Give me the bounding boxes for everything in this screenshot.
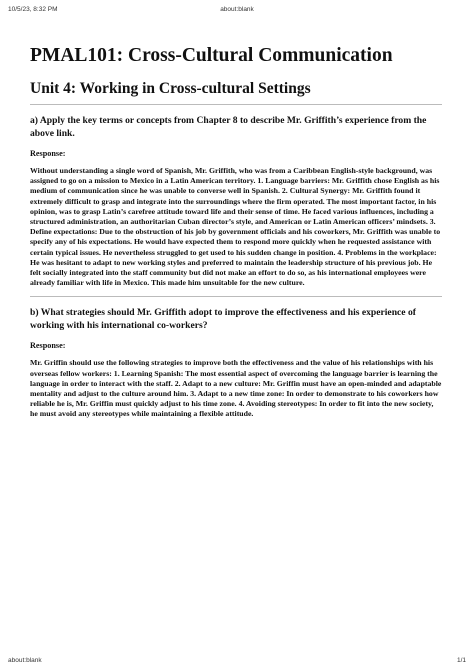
response-text: Without understanding a single word of Spanish, Mr. Griffith, who was from a Caribbean English-style background, was assigned to go on a mission to Mexico in a Latin American territory. 1. Language barriers: Mr. Griffith chose English as his medium of communication since he was unable to converse well in Spanish. 2. Cultural Synergy: Mr. Griffith found it extremely difficult to grasp and integrate into the surroundings where the firm operated. The most important factor, in his opinion, was to grasp Latin’s carefree attitude toward life and their sense of time. He faced various influences, including a structured administration, an authoritarian Cuban director’s style, and American or Latin American officers’ mindsets. 3. Define expectations: Due to the obstruction of his job by government officials and his coworkers, Mr. Griffith was unable to specify any of his expectations. He would have expected them to respond more quickly when he requested assistance with certain typical issues. He nevertheless struggled to get used to his sudden change in position. 4. Problems in the workplace: He was hesitant to adapt to new working styles and preferred to maintain the leadership structure of his previous job. He felt socially integrated into the staff community but did not make an effort to do so, as his international employees were already familiar with life in Mexico. This made him unsuitable for the new culture. (30, 166, 441, 288)
question-text: a) Apply the key terms or concepts from Chapter 8 to describe Mr. Griffith’s experience from the above link. (30, 115, 427, 139)
footer-url: about:blank (8, 657, 42, 664)
divider (30, 296, 442, 297)
document-title: PMAL101: Cross-Cultural Communication (30, 45, 393, 66)
divider (30, 104, 442, 105)
response-label: Response: (30, 341, 66, 351)
print-header (8, 6, 466, 13)
print-datetime: 10/5/23, 8:32 PM (8, 6, 58, 13)
print-page-title: about:blank (220, 6, 254, 13)
response-text: Mr. Griffin should use the following strategies to improve both the effectiveness and the value of his relationships with his overseas fellow workers: 1. Learning Spanish: The most essential aspect of overcoming the language barrier is learning the language in order to interact with the staff. 2. Adapt to a new culture: Mr. Griffin must have an open-minded and adaptable mentality and adjust to the culture around him. 3. Adapt to a new time zone: In order to demonstrate to his coworkers how reliable he is, Mr. Griffin must quickly adjust to his time zone. 4. Avoiding stereotypes: In order to fit into the new society, he must avoid any stereotypes while maintaining a flexible attitude. (30, 358, 442, 419)
unit-title: Unit 4: Working in Cross-cultural Settings (30, 80, 311, 97)
question-section-a (30, 115, 442, 288)
page-number: 1/1 (456, 657, 466, 664)
print-footer (8, 657, 466, 664)
question-section-b (30, 307, 442, 419)
question-text: b) What strategies should Mr. Griffith adopt to improve the effectiveness and his experience of working with his international co-workers? (30, 307, 416, 331)
document-page (30, 44, 442, 420)
response-label: Response: (30, 149, 66, 158)
